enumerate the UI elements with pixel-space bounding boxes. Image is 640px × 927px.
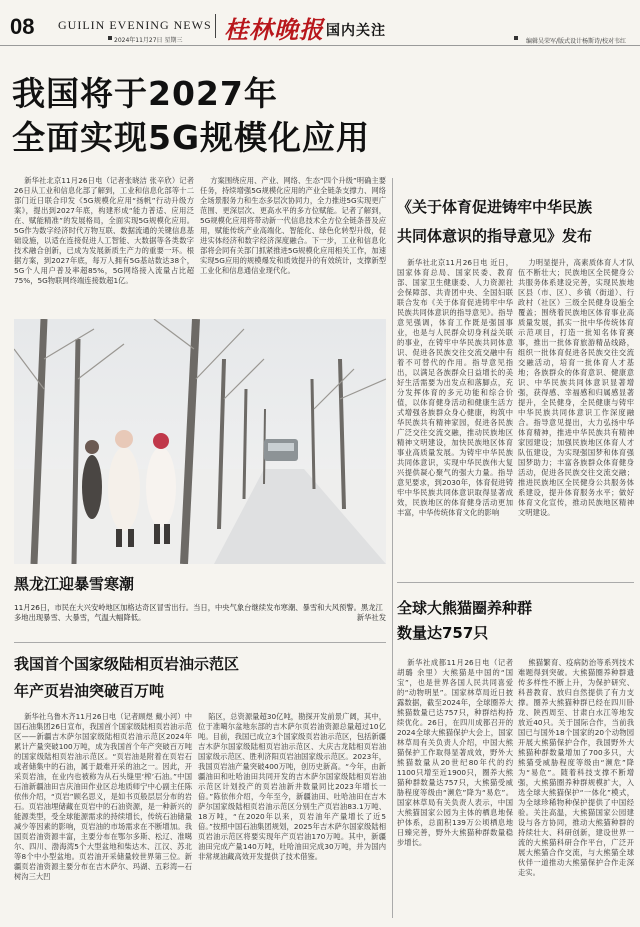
oil-article-col2 (198, 712, 386, 918)
lead-text-2: 方案围绕应用、产业、网络、生态“四个升级”明确主要任务，持续增强5G规模化应用的产业全链条支撑力、网络全场景服务力和生态多层次协同力，全力推进5G实现更广范围、更深层次、更高水平的多方位赋能。记者了解到，5G规模化应用将带动新一代信息技术全方位全链条普及应用，赋能传统产业高端化、智能化、绿色化转型升级，促进实体经济和数字经济深度融合。下一步，工业和信息化部将会同有关部门抓紧推进5G规模化应用相关工作，加速实现5G应用的规模爆发和质效提升的有效统计，支撑新型工业化和信息通信业现代化。 (200, 176, 386, 275)
editors-bullet-icon (514, 36, 518, 40)
lead-headline-line1: 我国将于2027年 (12, 74, 278, 113)
panda-headline (397, 596, 635, 646)
oil-headline (14, 651, 394, 705)
sports-headline-line1: 《关于体育促进铸牢中华民族 (397, 198, 593, 216)
lead-article-col1 (14, 176, 194, 308)
sports-article-col2 (518, 258, 634, 570)
photo-credit: 新华社发 (356, 613, 386, 622)
photo-caption: 11月26日，市民在大兴安岭地区加格达奇区冒雪出行。当日，中央气象台继续发布寒潮、暴雪和大风预警。黑龙江多地出现暴雪、大暴雪，气温大幅降低。 (14, 603, 383, 622)
lead-article-col2 (200, 176, 386, 308)
paper-english-name: GUILIN EVENING NEWS (58, 18, 212, 32)
panda-text-2: 熊猫繁育、疫病防治等系列技术难题得到突破。大熊猫圈养种群遗传多样性不断上升，为保护研究、科普教育、放归自然提供了有力支撑。圈养大熊猫种群已经在四川卧龙、陕西周至、甘肃白水江等地发放近40只。关于国际合作，当前我国已与国外18个国家的20个动物园开展大熊猫保护合作，我国野外大熊猫种群数量增加了700多只，大熊猫受威胁程度等级由“濒危”降为“易危”。随着科技支撑不断增强，大熊猫圈养种群规模扩大，入选全球大熊猫保护“一体化”模式，为全球珍稀物种保护提供了中国经验。关注高温，大熊猫国家公园建设与各方协同，推动大熊猫种群的持续壮大、科研创新，建设世界一流的大熊猫科研合作平台，广泛开展大熊猫合作交流，与大熊猫全球伙伴一道推动大熊猫保护合作走深走实。 (518, 658, 634, 877)
editors-line: 编辑吴荣军/版式设计杨斯诗/校对韦红 (525, 38, 626, 45)
panda-text-1: 新华社成都11月26日电（记者胡璐 余里）大熊猫是中国的“国宝”，也是世界各国人民共同喜爱的“动物明星”。国家林草局近日披露数据，截至2024年，全球圈养大熊猫数量已达757只，种群结构持续优化。26日，在四川成都召开的2024全球大熊猫保护大会上，国家林草局有关负责人介绍，中国大熊猫保护工作取得显著成效，野外大熊猫数量从20世纪80年代的约1100只增至近1900只，圈养大熊猫种群数量达757只，大熊猫受威胁程度等级由“濒危”降为“易危”。国家林草局有关负责人表示，中国大熊猫国家公园为主体的栖息地保护体系，总面积139万公顷栖息地日臻完善，野外大熊猫种群数量稳步增长。 (397, 658, 513, 847)
snow-scene-image (14, 319, 386, 564)
sports-text-2: 力明显提升，高素质体育人才队伍不断壮大；民族地区全民健身公共服务体系建设完善，实现民族地区县（市、区）、乡镇（街道）、行政村（社区）三级全民健身设施全覆盖；围绕着民族地区体育事业高质量发展，抓实一批中华传统体育示范项目，打造一批知名体育赛事，推出一批体育旅游精品线路，组织一批体育促进各民族交往交流交融活动，培育一批体育人才基地；各族群众的体育意识、健康意识、中华民族共同体意识显著增强，获得感、幸福感和归属感显著提升，全民健身，全民健康与铸牢中华民族共同体意识工作深度融合。指导意见提出，大力弘扬中华体育精神，推进中华民族共有精神家园建设；加强民族地区体育人才队伍建设，为实现强国梦和体育强国梦助力；丰富各族群众体育健身活动，促进各民族交往交流交融；推进民族地区全民健身公共服务体系建设，提升体育服务水平；做好体育文化宣传，推动民族地区精神文明建设。 (518, 258, 634, 517)
page-number: 08 (10, 14, 35, 39)
panda-section-rule (397, 582, 634, 583)
lead-headline (12, 72, 632, 160)
oil-text-2: 陷区，总资源量超30亿吨，勘探开发前景广阔，其中，位于准噶尔盆地东部的吉木萨尔页岩油资源总量超过10亿吨。目前，我国已成立3个国家级页岩油示范区，包括新疆吉木萨尔国家级陆相页岩油示范区、大庆古龙陆相页岩油国家级示范区、胜利济阳页岩油国家级示范区。2023年，我国页岩油产量突破400万吨，创历史新高。“今年，由新疆油田和吐哈油田共同开发的吉木萨尔国家级陆相页岩油示范区计划投产的页岩油新井数量同比2023年增长一倍。”陈依伟介绍，今年至今，新疆油田、吐哈油田在吉木萨尔国家级陆相页岩油示范区分别生产页岩油83.1万吨、18万吨，“在2020年以来，页岩油年产量增长了近5倍。”按照中国石油集团规划，2025年吉木萨尔国家级陆相页岩油示范区将要实现年产页岩油170万吨。其中，新疆油田完成产量140万吨，吐哈油田完成30万吨，并为国内非常规油藏高效开发提供了技术借鉴。 (198, 712, 386, 861)
date-bullet-icon (108, 36, 112, 40)
header-divider (215, 14, 216, 38)
sports-headline (397, 193, 635, 251)
oil-text-1: 新华社乌鲁木齐11月26日电（记者顾煜 戴小河）中国石油集团26日宣布，我国首个国家级陆相页岩油示范区——新疆吉木萨尔国家级陆相页岩油示范区2024年累计产量突破100万吨，成为我国首个年产突破百万吨的国家级陆相页岩油示范区。“页岩油是附着在页岩石或者储集中的石油，属于最难开采的油之一。因此，开采页岩油，在业内也被称为从石头缝里‘榨’石油。”中国石油新疆油田吉庆油田作业区总地质师宁中心副主任陈依伟介绍，“页岩”顾名思义，是如书页般层层分布的岩石。页岩油埋储藏在页岩中的石油资源，是一种新兴的能源类型，受全球能源需求的持续增长，传统石油储量减少等因素的影响，页岩油的市场需求在不断增加。我国页岩油资源丰富，主要分布在鄂尔多斯、松辽、准噶尔、四川、渤海湾5个大型盆地和柴达木、江汉、苏北等8个中小型盆地。页岩油开采储量较世界第三位。新疆页岩油资源主要分布在吉木萨尔、玛湖、五彩湾—石树沟三大凹 (14, 712, 192, 881)
oil-headline-line1: 我国首个国家级陆相页岩油示范区 (14, 655, 240, 673)
snow-photo (14, 319, 386, 564)
lead-headline-line2: 全面实现5G规模化应用 (12, 118, 371, 157)
lead-text-1: 新华社北京11月26日电（记者张晓洁 张辛欣）记者26日从工业和信息化部了解到，工业和信息化部等十二部门近日联合印发《5G规模化应用“扬帆”行动升级方案》，提出到2027年底，构建形成“能力普适、应用泛在、赋能精准”的发展格局，全面实现5G规模化应用。5G作为数字经济时代万物互联、数据流通的关键信息基础设施，以适在连接促进人工智能、大数据等各类数字技术融合创新，已成为发展新质生产力的重要一环。根据方案，到2027年底，每万人拥有5G基站数达38个，5G个人用户普及率超85%，5G网络接入流量占比超75%，5G物联网终端连接数超1亿。 (14, 176, 194, 285)
panda-article-col2 (518, 658, 634, 918)
panda-article-col1 (397, 658, 513, 918)
sports-article-col1 (397, 258, 513, 570)
oil-article-col1 (14, 712, 192, 918)
issue-date: 2024年11月27日 星期三 (114, 37, 183, 44)
photo-headline: 黑龙江迎暴雪寒潮 (14, 575, 135, 593)
panda-headline-line2: 数量达757只 (397, 624, 489, 642)
section-title: 国内关注 (326, 23, 386, 39)
photo-caption-block (14, 603, 386, 623)
paper-logo: 桂林晚报 (224, 15, 324, 44)
panda-headline-line1: 全球大熊猫圈养种群 (397, 599, 533, 617)
sports-headline-line2: 共同体意识的指导意见》发布 (397, 227, 593, 245)
oil-section-rule (14, 642, 386, 643)
masthead (0, 0, 640, 46)
oil-headline-line2: 年产页岩油突破百万吨 (14, 682, 165, 700)
sports-text-1: 新华社北京11月26日电 近日，国家体育总局、国家民委、教育部、国家卫生健康委、人力资源社会保障部、共青团中央、全国妇联联合发布《关于体育促进铸牢中华民族共同体意识的指导意见》。指导意见强调，体育工作既是强国事业，也是与人民群众切身利益关联的事业，在铸牢中华民族共同体意识、促进各民族交往交流交融中有着不可替代的作用。指导意见指出，以满足各族群众日益增长的美好生活需要为出发点和落脚点，充分发挥体育的多元功能和综合价值，以体育健身活动和健康生活方式增强各族群众身心健康，构筑中华民族共有精神家园，促进各民族广泛交往交流交融，推动民族地区精神文明建设，加快民族地区体育事业高质量发展。为铸牢中华民族共同体意识，实现中华民族伟大复兴提供凝心聚气的强大力量。指导意见要求，到2030年，体育促进铸牢中华民族共同体意识取得显著成效，民族地区的体育健身活动更加丰富，中华传统体育文化的影响 (397, 258, 513, 517)
column-divider (392, 178, 393, 918)
